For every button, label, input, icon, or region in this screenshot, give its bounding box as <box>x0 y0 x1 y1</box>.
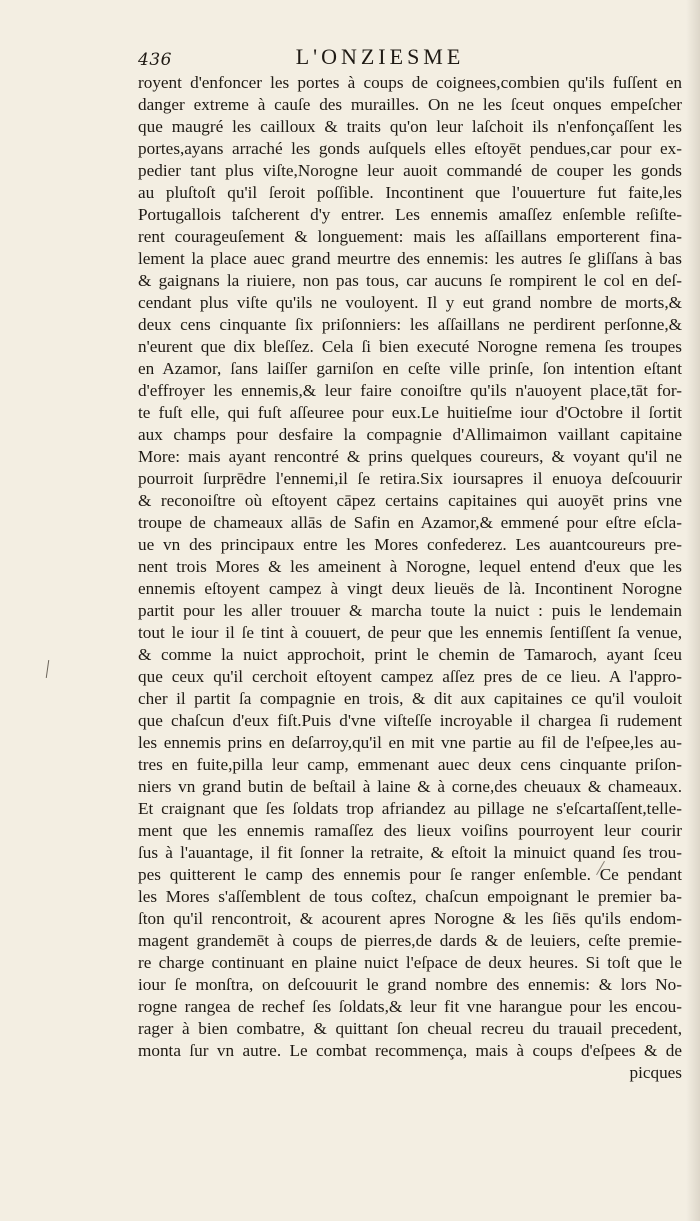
text-line: cendant plus viſte qu'ils ne vouloyent. Il y eut grand nombre de morts,& <box>138 293 682 312</box>
page-edge-shadow <box>686 0 700 1221</box>
page-number: 436 <box>138 50 172 70</box>
text-line: niers vn grand butin de beſtail à laine & à corne,des cheuaux & chameaux. <box>138 777 682 796</box>
text-line: & comme la nuict approchoit, print le chemin de Tamaroch, ayant ſceu <box>138 645 682 664</box>
text-line: pedier tant plus viſte,Norogne leur auoit commandé de couper les gonds <box>138 161 682 180</box>
text-line: ue vn des principaux entre les Mores confederez. Les auantcoureurs pre- <box>138 535 682 554</box>
text-line: tout le iour il ſe tint à couuert, de peur que les ennemis ſentiſſent ſa venue, <box>138 623 682 642</box>
text-line: les Mores s'aſſemblent de tous coſtez, chaſcun empoignant le premier ba- <box>138 887 682 906</box>
text-line: pes quitterent le camp des ennemis pour ſe ranger enſemble. Ce pendant <box>138 865 682 884</box>
text-line: More: mais ayant rencontré & prins quelques coureurs, & voyant qu'il ne <box>138 447 682 466</box>
text-line: portes,ayans arraché les gonds auſquels elles eſtoyēt pendues,car pour ex- <box>138 139 682 158</box>
text-line: danger extreme à cauſe des murailles. On ne les ſceut onques empeſcher <box>138 95 682 114</box>
text-line: deux cens cinquante ſix priſonniers: les aſſaillans ne perdirent perſonne,& <box>138 315 682 334</box>
text-line: aux champs pour desfaire la compagnie d'Allimaimon vaillant capitaine <box>138 425 682 444</box>
text-line: iour ſe monſtra, on deſcouurit le grand nombre des ennemis: & lors No- <box>138 975 682 994</box>
text-line: & gaignans la riuiere, non pas tous, car aucuns ſe rompirent le col en deſ- <box>138 271 682 290</box>
text-line: n'eurent que dix bleſſez. Cela ſi bien executé Norogne remena ſes troupes <box>138 337 682 356</box>
text-line: royent d'enfoncer les portes à coups de coignees,combien qu'ils fuſſent en <box>138 73 682 92</box>
text-line: au pluſtoſt qu'il ſeroit poſſible. Incontinent que l'ouuerture fut faite,les <box>138 183 682 202</box>
text-line: magent grandemēt à coups de pierres,de dards & de leuiers, ceſte premie- <box>138 931 682 950</box>
text-line: cher il partit ſa compagnie en trois, & dit aux capitaines ce qu'il vouloit <box>138 689 682 708</box>
text-line: les ennemis prins en deſarroy,qu'il en mit vne partie au fil de l'eſpee,les au- <box>138 733 682 752</box>
text-line: re charge continuant en plaine nuict l'eſpace de deux heures. Si toſt que le <box>138 953 682 972</box>
running-head: L'ONZIESME <box>295 44 465 69</box>
text-line: nent trois Mores & les ameinent à Norogne, lequel entend d'eux que les <box>138 557 682 576</box>
text-line: rogne rangea de rechef ſes ſoldats,& leur fit vne harangue pour les encou- <box>138 997 682 1016</box>
text-line: que ceux qu'il cerchoit eſtoyent campez aſſez pres de ce lieu. A l'appro- <box>138 667 682 686</box>
margin-mark <box>46 660 49 678</box>
text-line: ennemis eſtoyent campez à vingt deux lieuës de là. Incontinent Norogne <box>138 579 682 598</box>
text-line: pourroit ſurprēdre l'ennemi,il ſe retira.Six ioursapres il enuoya deſcouurir <box>138 469 682 488</box>
text-line: que chaſcun d'eux fiſt.Puis d'vne viſteſſe incroyable il chargea ſi rudement <box>138 711 682 730</box>
text-line: ment que les ennemis ramaſſez des lieux voiſins pourroyent leur courir <box>138 821 682 840</box>
text-line: te fuſt elle, qui fuſt aſſeuree pour eux.Le huitieſme iour d'Octobre il ſortit <box>138 403 682 422</box>
text-line: partit pour les aller trouuer & marcha toute la nuict : puis le lendemain <box>138 601 682 620</box>
text-line: ſus à l'auantage, il fit ſonner la retraite, & eſtoit la minuict quand ſes trou- <box>138 843 682 862</box>
text-line: rent courageuſement & longuement: mais les aſſaillans emporterent fina- <box>138 227 682 246</box>
catchword: picques <box>629 1063 682 1082</box>
text-line: d'effroyer les ennemis,& leur faire conoiſtre qu'ils n'auoyent place,tāt for- <box>138 381 682 400</box>
text-line: que maugré les cailloux & traits qu'on leur laſchoit ils n'enfonçaſſent les <box>138 117 682 136</box>
text-line: monta ſur vn autre. Le combat recommença, mais à coups d'eſpees & de <box>138 1041 682 1060</box>
text-line: rager à bien combatre, & quittant ſon cheual recreu du trauail precedent, <box>138 1019 682 1038</box>
body-text <box>138 72 682 1084</box>
text-line: tres en fuite,pilla leur camp, emmenant auec deux cens cinquante priſon- <box>138 755 682 774</box>
text-line: & reconoiſtre où eſtoyent cāpez certains capitaines qui auoyēt prins vne <box>138 491 682 510</box>
text-line: troupe de chameaux allās de Safin en Azamor,& emmené pour eſtre eſcla- <box>138 513 682 532</box>
text-line: lement la place auec grand meurtre des ennemis: les autres ſe gliſſans à bas <box>138 249 682 268</box>
text-line: Portugallois taſcherent d'y entrer. Les ennemis amaſſez enſemble reſiſte- <box>138 205 682 224</box>
text-line: Et craignant que ſes ſoldats trop afriandez au pillage ne s'eſcartaſſent,telle- <box>138 799 682 818</box>
text-line: ſton qu'il rencontroit, & acourent apres Norogne & les ſiēs qu'ils endom- <box>138 909 682 928</box>
text-line: en Azamor, ſans laiſſer garniſon en ceſte ville prinſe, ſon intention eſtant <box>138 359 682 378</box>
